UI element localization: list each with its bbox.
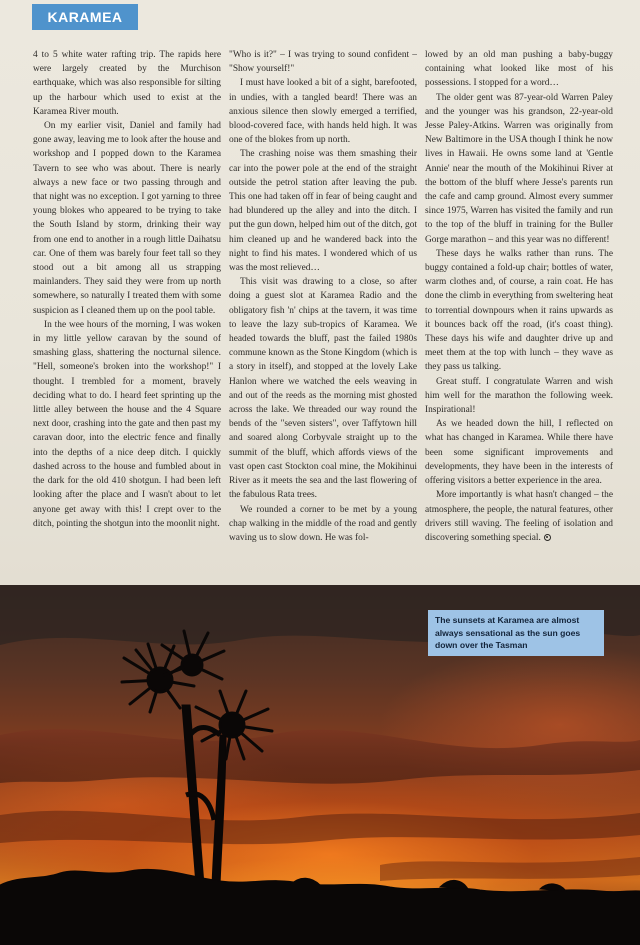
article-paragraph: "Who is it?" – I was trying to sound confident – "Show yourself!"	[229, 50, 417, 75]
article-paragraph: Great stuff. I congratulate Warren and wish him well for the marathon the following week. Inspirational!	[425, 376, 613, 416]
article-paragraph: More importantly is what hasn't changed – the atmosphere, the people, the natural features, other drivers still waving. The feeling of isolation and discovering something special.	[425, 490, 613, 543]
article-paragraph: As we headed down the hill, I reflected on what has changed in Karamea. While there have been some significant improvements and developments, they have been in the interests of offering visitors a better experience in the area.	[425, 419, 613, 487]
article-column-1	[33, 48, 221, 558]
section-tab: KARAMEA	[32, 4, 138, 30]
article-paragraph: The older gent was 87-year-old Warren Paley and the younger was his grandson, 22-year-old Jesse Paley-Atkins. Warren was originally from New Baltimore in the USA though I think he now lives in Hawaii. He owns some land at 'Gentle Annie' near the mouth of the Mokihinui River at the bottom of the bluff where Jesse's parents run the cafe and camp ground. Almost every summer since 1975, Warren has visited the family and run to the top of the bluff in training for the Buller Gorge marathon – and this year was no different!	[425, 92, 613, 245]
article-paragraph: I must have looked a bit of a sight, barefooted, in undies, with a tangled beard! There was an anxious silence then slowly emerged a terrified, blood-covered face, with hands held high. It was one of the blokes from up north.	[229, 78, 417, 146]
article-column-2	[229, 48, 417, 558]
article-paragraph: 4 to 5 white water rafting trip. The rapids here were largely created by the Murchison earthquake, which was also responsible for silting up the harbour which used to exist at the Karamea River mouth.	[33, 50, 221, 117]
article-columns	[33, 48, 613, 558]
sunset-photo	[0, 585, 640, 945]
photo-caption: The sunsets at Karamea are almost always sensational as the sun goes down over the Tasman	[428, 610, 604, 656]
article-paragraph: On my earlier visit, Daniel and family had gone away, leaving me to look after the house and workshop and I popped down to the Karamea Tavern to see who was about. There is nearly always a new face or two passing through and that night was no exception. I got yarning to three young blokes who appeared to be trying to take the South Island by storm, drinking their way from one end to another in a rough little Daihatsu car. One of them was barely four feet tall so they stood out a bit among all us strapping mainlanders. They said they were from up north somewhere, so naturally I treated them with some suspicion as I cleaned them up on the pool table.	[33, 121, 221, 316]
article-column-3	[425, 48, 613, 558]
article-paragraph: These days he walks rather than runs. The buggy contained a fold-up chair; bottles of water, warm clothes and, of course, a rain coat. He has done the climb in everything from sweltering heat to torrential downpours when it rains upwards as it bounces back off the road, (it's coast thing). These days his wife and daughter drive up and meet them at the top with lunch – they wave as they pass us talking.	[425, 248, 613, 373]
end-mark-icon	[544, 534, 551, 541]
article-paragraph: In the wee hours of the morning, I was woken in my little yellow caravan by the sound of smashing glass, shattering the nocturnal silence. "Hell, someone's broken into the workshop!" I thought. I trembled for a moment, bravely deciding what to do. I heard feet sprinting up the little alley between the house and the 4 Square next door, crashing into the gate and then past my caravan door, into the electric fence and finally into the depths of a nice deep ditch. I quickly dashed across to the house and fumbled about in the dark for the old 410 shotgun. I had been left looking after the place and I wasn't about to let anyone get away with this! I crept over to the ditch, pointing the shotgun into the moonlit night.	[33, 319, 221, 529]
article-paragraph: The crashing noise was them smashing their car into the power pole at the end of the straight outside the petrol station after leaving the pub. This one had taken off in fear of being caught and had blundered up the alley and into the ditch. I put the gun down, helped him out of the ditch, got him cleaned up and he wandered back into the night to find his mates. I wondered which of us was the most relieved…	[229, 149, 417, 274]
article-paragraph: This visit was drawing to a close, so after doing a guest slot at Karamea Radio and the obligatory fish 'n' chips at the tavern, it was time to leave the lazy sub-tropics of Karamea. We headed towards the bluff, past the failed 1980s commune known as the Stone Kingdom (which is a story in itself), and stopped at the lovely Lake Hanlon where we watched the eels weaving in and out of the reeds as the morning mist ghosted across the lake. We threaded our way round the bends of the "seven sisters", over Taffytown hill and soared along Corbyvale straight up to the summit of the bluff, which affords views of the vast open cast Stockton coal mine, the Mokihinui River as it meets the sea and the last flowering of the fabulous Rata trees.	[229, 277, 417, 501]
article-paragraph: lowed by an old man pushing a baby-buggy containing what looked like most of his possessions. I stopped for a word…	[425, 50, 613, 89]
article-paragraph: We rounded a corner to be met by a young chap walking in the middle of the road and gently waving us to slow down. He was fol-	[229, 504, 417, 543]
